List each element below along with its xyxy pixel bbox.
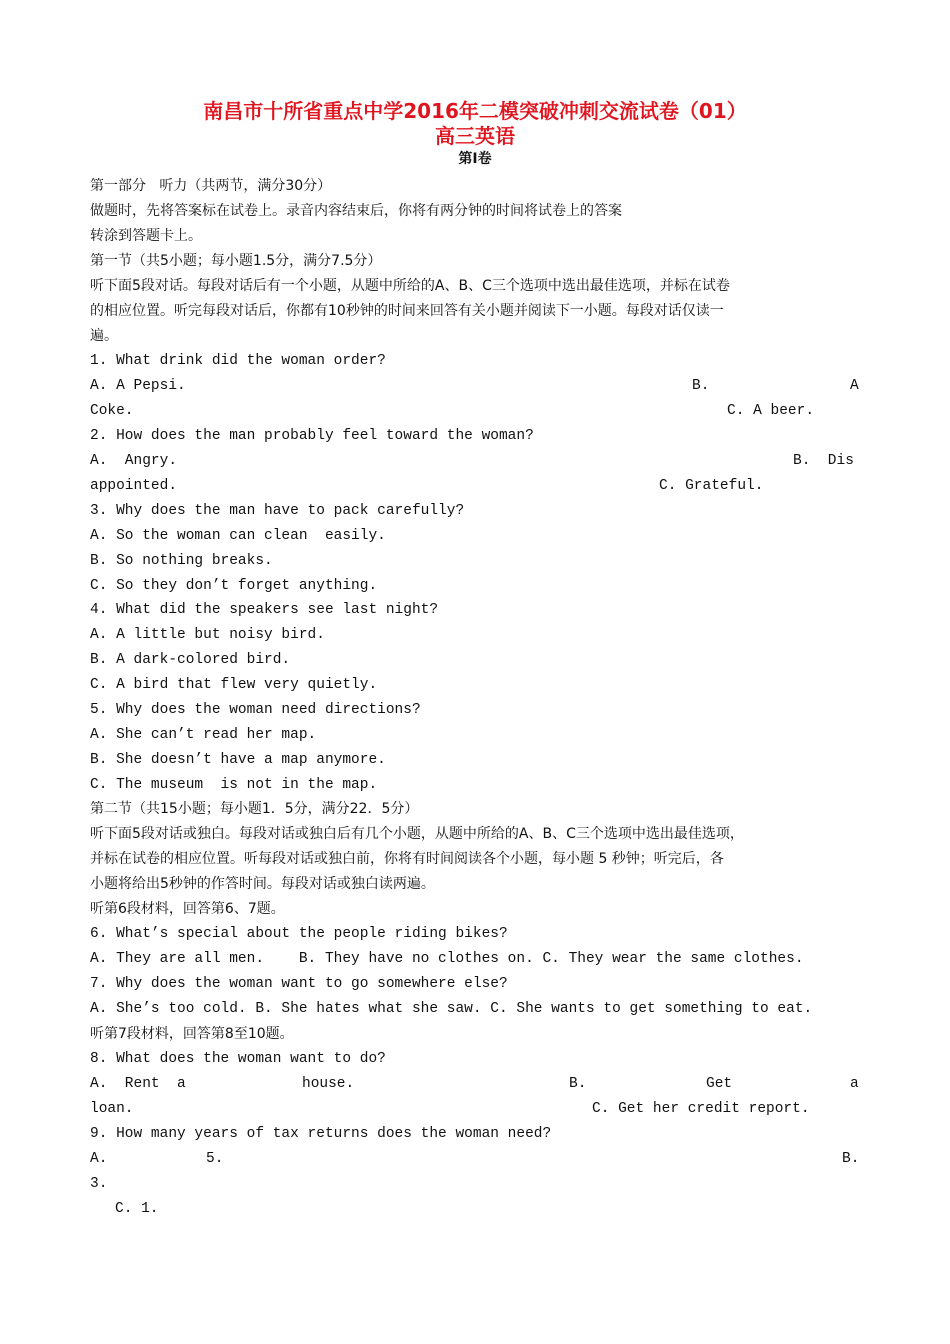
part1-instruction-line2: 转涂到答题卡上。 bbox=[90, 228, 202, 244]
exam-volume: 第Ⅰ卷 bbox=[458, 151, 492, 167]
q7-stem: 7. Why does the woman want to go somewhere else? bbox=[90, 976, 508, 992]
q9-stem: 9. How many years of tax returns does the woman need? bbox=[90, 1126, 552, 1142]
q3-stem: 3. Why does the man have to pack carefully? bbox=[90, 503, 465, 519]
q8-option-b-label: B. bbox=[569, 1076, 587, 1092]
q9-option-b-label: B. bbox=[842, 1151, 860, 1167]
part1-instruction-line1: 做题时，先将答案标在试卷上。录音内容结束后，你将有两分钟的时间将试卷上的答案 bbox=[90, 203, 622, 219]
section2-intro-line1: 听下面5段对话或独白。每段对话或独白后有几个小题，从题中所给的A、B、C三个选项中选出最佳选项， bbox=[90, 826, 744, 842]
material7-label: 听第7段材料，回答第8至10题。 bbox=[90, 1026, 294, 1042]
q9-option-a-label: A. bbox=[90, 1151, 108, 1167]
section2-intro-line3: 小题将给出5秒钟的作答时间。每段对话或独白读两遍。 bbox=[90, 876, 435, 892]
q6-options: A. They are all men. B. They have no clothes on. C. They wear the same clothes. bbox=[90, 951, 804, 967]
q4-stem: 4. What did the speakers see last night? bbox=[90, 602, 439, 618]
q1-stem: 1. What drink did the woman order? bbox=[90, 353, 386, 369]
q8-stem: 8. What does the woman want to do? bbox=[90, 1051, 386, 1067]
q8-option-a: A. Rent a bbox=[90, 1076, 186, 1092]
q3-option-a: A. So the woman can clean easily. bbox=[90, 528, 386, 544]
q4-option-b: B. A dark-colored bird. bbox=[90, 652, 291, 668]
q5-option-b: B. She doesn’t have a map anymore. bbox=[90, 752, 386, 768]
q8-option-a-cont: house. bbox=[302, 1076, 355, 1092]
q1-option-b-cont: Coke. bbox=[90, 403, 134, 419]
q1-option-a: A. A Pepsi. bbox=[90, 378, 186, 394]
exam-title: 南昌市十所省重点中学2016年二模突破冲刺交流试卷（01） bbox=[203, 99, 747, 123]
q2-option-a: A. Angry. bbox=[90, 453, 178, 469]
q1-option-c: C. A beer. bbox=[727, 403, 815, 419]
section1-intro-line1: 听下面5段对话。每段对话后有一个小题，从题中所给的A、B、C三个选项中选出最佳选项，并标在试卷 bbox=[90, 278, 730, 294]
section2-heading: 第二节（共15小题；每小题1．5分，满分22．5分） bbox=[90, 801, 419, 817]
q2-option-c: C. Grateful. bbox=[659, 478, 764, 494]
material6-label: 听第6段材料，回答第6、7题。 bbox=[90, 901, 285, 917]
q9-option-c: C. 1. bbox=[115, 1201, 159, 1217]
q8-option-b-cont: loan. bbox=[90, 1101, 134, 1117]
q2-option-b: B. Dis bbox=[793, 453, 854, 469]
q7-options: A. She’s too cold. B. She hates what she saw. C. She wants to get something to eat. bbox=[90, 1001, 813, 1017]
q1-option-b-label: B. bbox=[692, 378, 710, 394]
q6-stem: 6. What’s special about the people riding bikes? bbox=[90, 926, 508, 942]
section1-heading: 第一节（共5小题；每小题1.5分，满分7.5分） bbox=[90, 253, 382, 269]
q4-option-c: C. A bird that flew very quietly. bbox=[90, 677, 378, 693]
q8-option-c: C. Get her credit report. bbox=[592, 1101, 810, 1117]
q2-stem: 2. How does the man probably feel toward the woman? bbox=[90, 428, 534, 444]
q9-option-a-text: 5. bbox=[206, 1151, 224, 1167]
section1-intro-line3: 遍。 bbox=[90, 328, 118, 344]
q5-option-a: A. She can’t read her map. bbox=[90, 727, 317, 743]
q3-option-c: C. So they don’t forget anything. bbox=[90, 578, 378, 594]
q9-option-b-text: 3. bbox=[90, 1176, 108, 1192]
q1-option-b-text: A bbox=[850, 378, 859, 394]
q2-option-b-cont: appointed. bbox=[90, 478, 178, 494]
q5-stem: 5. Why does the woman need directions? bbox=[90, 702, 421, 718]
q3-option-b: B. So nothing breaks. bbox=[90, 553, 273, 569]
q5-option-c: C. The museum is not in the map. bbox=[90, 777, 378, 793]
q4-option-a: A. A little but noisy bird. bbox=[90, 627, 325, 643]
section2-intro-line2: 并标在试卷的相应位置。听每段对话或独白前，你将有时间阅读各个小题，每小题 5 秒钟；听完后，各 bbox=[90, 851, 724, 867]
part1-heading: 第一部分 听力（共两节，满分30分） bbox=[90, 178, 332, 194]
section1-intro-line2: 的相应位置。听完每段对话后，你都有10秒钟的时间来回答有关小题并阅读下一小题。每段对话仅读一 bbox=[90, 303, 724, 319]
q8-option-b-text: Get bbox=[706, 1076, 733, 1092]
q8-option-b-text2: a bbox=[850, 1076, 859, 1092]
exam-subject: 高三英语 bbox=[435, 124, 515, 148]
